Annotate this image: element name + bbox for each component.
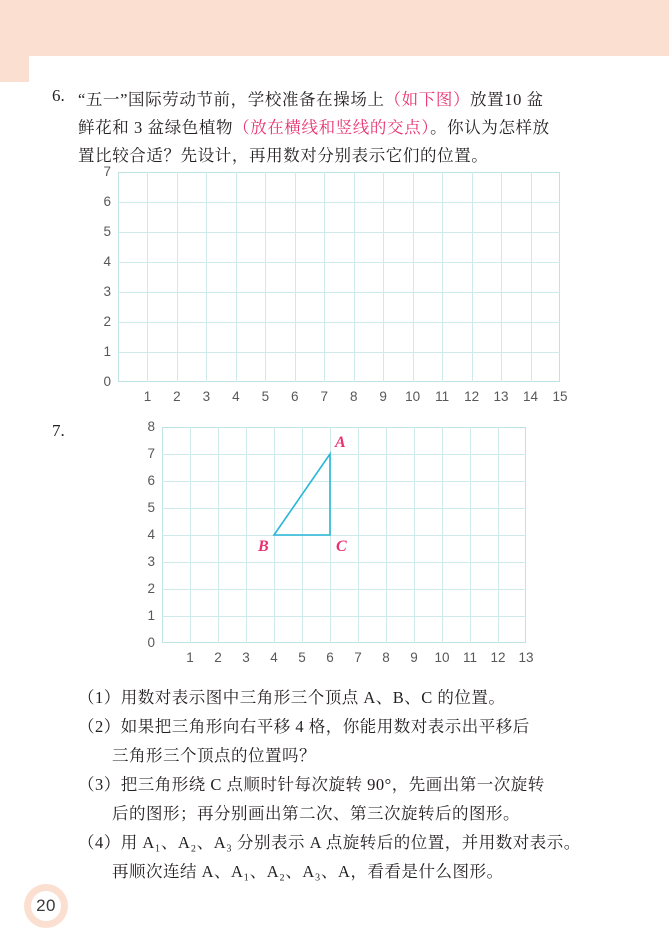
grid1-x-tick: 14 bbox=[523, 389, 539, 404]
grid1-x-tick: 13 bbox=[493, 389, 509, 404]
problem-6-line-2-seg-2: （放在横线和竖线的交点） bbox=[233, 118, 431, 137]
grid1-x-tick: 9 bbox=[379, 389, 387, 404]
problem-6-line-1-seg-1: “五一”国际劳动节前，学校准备在操场上 bbox=[78, 90, 385, 109]
subitem-text: 如果把三角形向右平移 4 格，你能用数对表示出平移后 bbox=[120, 717, 530, 736]
grid2-x-tick: 7 bbox=[354, 650, 362, 665]
problem-6-line-2-seg-1: 鲜花和 3 盆绿色植物 bbox=[78, 118, 234, 137]
subitem-2-line-2 bbox=[112, 741, 316, 770]
subitem-marker: （3） bbox=[78, 775, 121, 794]
grid2-x-tick: 13 bbox=[518, 650, 534, 665]
grid1-x-tick: 10 bbox=[405, 389, 421, 404]
grid2-x-tick: 1 bbox=[186, 650, 194, 665]
vertex-label-c: C bbox=[336, 538, 347, 555]
grid2-y-tick: 5 bbox=[147, 500, 155, 515]
grid2-y-tick: 4 bbox=[147, 527, 155, 542]
page-number-badge bbox=[24, 884, 68, 928]
grid1-x-tick: 11 bbox=[435, 389, 450, 404]
subitem-text: 用 A₁、A₂、A₃ 分别表示 A 点旋转后的位置，并用数对表示。 bbox=[120, 833, 581, 852]
page-number: 20 bbox=[31, 891, 61, 921]
grid1-x-tick: 4 bbox=[232, 389, 240, 404]
triangle-path bbox=[274, 454, 330, 535]
grid2-y-tick: 2 bbox=[147, 581, 155, 596]
grid2-x-tick: 10 bbox=[434, 650, 450, 665]
grid2-y-tick: 7 bbox=[147, 446, 155, 461]
grid1-x-tick: 7 bbox=[320, 389, 329, 404]
grid1-y-tick: 3 bbox=[103, 284, 111, 299]
grid1-x-tick: 1 bbox=[143, 389, 152, 404]
subitem-3-line-1 bbox=[78, 770, 545, 799]
subitem-2-line-1 bbox=[78, 712, 530, 741]
subitem-4-line-1 bbox=[78, 828, 581, 857]
subitem-3-line-2 bbox=[112, 799, 520, 828]
grid2-y-tick: 1 bbox=[147, 608, 155, 623]
grid1-x-tick: 8 bbox=[349, 389, 358, 404]
problem-6-line-3-seg-1: 置比较合适？先设计，再用数对分别表示它们的位置。 bbox=[78, 146, 489, 165]
grid2-x-tick: 2 bbox=[214, 650, 222, 665]
problem-6-line-1-seg-2: （如下图） bbox=[384, 90, 471, 109]
grid2-x-tick: 4 bbox=[270, 650, 278, 665]
vertex-label-b: B bbox=[258, 538, 269, 555]
grid1-y-tick: 2 bbox=[103, 314, 111, 329]
grid2-y-tick: 6 bbox=[147, 473, 155, 488]
grid1-x-tick: 12 bbox=[464, 389, 480, 404]
grid2-y-tick: 3 bbox=[147, 554, 155, 569]
grid2-y-tick: 8 bbox=[147, 419, 155, 434]
grid2-x-tick: 6 bbox=[326, 650, 334, 665]
grid1-y-tick: 0 bbox=[103, 374, 111, 389]
problem-7-number: 7. bbox=[52, 421, 65, 440]
problem-6-line-1-seg-3: 放置10 盆 bbox=[470, 90, 544, 109]
subitem-text: 后的图形；再分别画出第二次、第三次旋转后的图形。 bbox=[112, 804, 520, 823]
grid2-x-tick: 12 bbox=[490, 650, 506, 665]
grid1-y-tick: 1 bbox=[103, 344, 111, 359]
subitem-text: 用数对表示图中三角形三个顶点 A、B、C 的位置。 bbox=[120, 688, 506, 707]
subitem-marker: （4） bbox=[78, 833, 121, 852]
grid1-x-tick: 15 bbox=[552, 389, 568, 404]
grid1-x-tick: 2 bbox=[173, 389, 181, 404]
subitem-text: 把三角形绕 C 点顺时针每次旋转 90°，先画出第一次旋转 bbox=[120, 775, 545, 794]
subitem-marker: （1） bbox=[78, 688, 121, 707]
grid1-x-tick: 3 bbox=[202, 389, 211, 404]
grid1-x-tick: 5 bbox=[261, 389, 270, 404]
grid1-y-tick: 4 bbox=[103, 254, 111, 269]
grid2-x-tick: 9 bbox=[410, 650, 418, 665]
grid2-y-tick: 0 bbox=[147, 635, 155, 650]
grid2-x-tick: 8 bbox=[382, 650, 390, 665]
grid2-x-tick: 5 bbox=[298, 650, 306, 665]
grid1-x-tick: 6 bbox=[291, 389, 299, 404]
problem-6-line-2-seg-3: 。你认为怎样放 bbox=[430, 118, 550, 137]
subitem-text: 三角形三个顶点的位置吗？ bbox=[112, 746, 316, 765]
subitem-1-line-1 bbox=[78, 683, 505, 712]
grid1-y-tick: 6 bbox=[103, 194, 111, 209]
grid2-x-tick: 11 bbox=[462, 650, 477, 665]
grid2-x-tick: 3 bbox=[242, 650, 250, 665]
vertex-label-a: A bbox=[335, 434, 346, 451]
problem-6-number: 6. bbox=[52, 86, 65, 105]
subitem-4-line-2 bbox=[112, 857, 503, 886]
subitem-text: 再顺次连结 A、A₁、A₂、A₃、A，看看是什么图形。 bbox=[112, 862, 504, 881]
grid1-y-tick: 5 bbox=[103, 224, 111, 239]
grid1-y-tick: 7 bbox=[103, 164, 111, 179]
subitem-marker: （2） bbox=[78, 717, 121, 736]
